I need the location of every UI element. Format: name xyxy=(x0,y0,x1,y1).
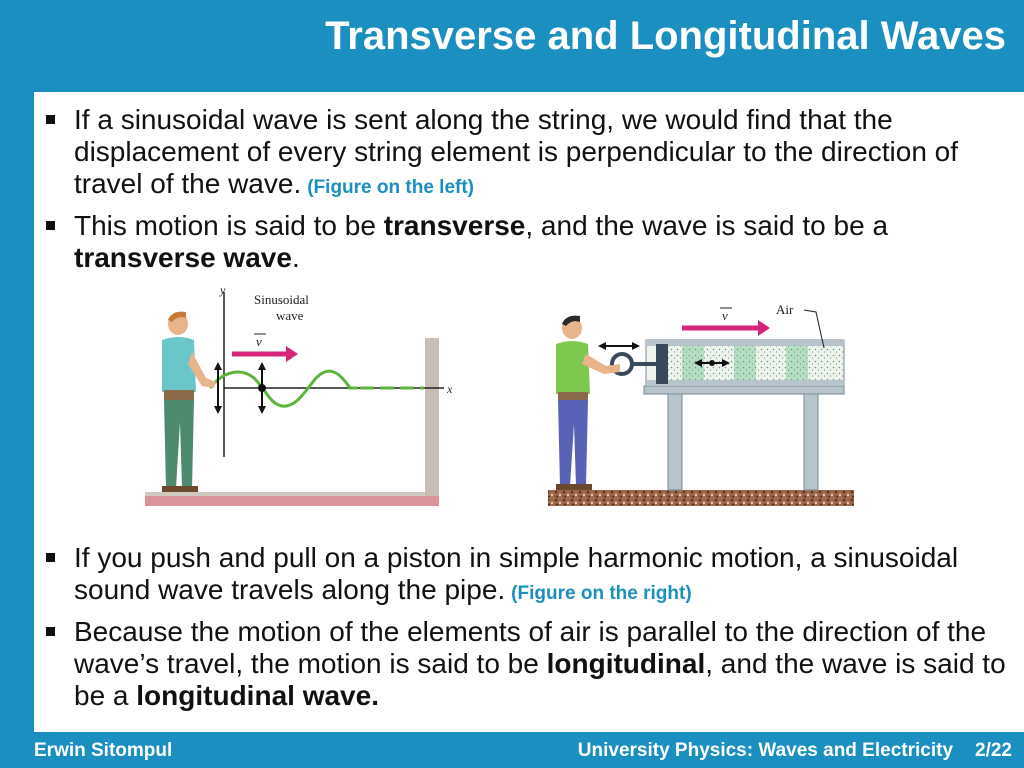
table-leg xyxy=(804,394,818,490)
piston xyxy=(656,344,668,384)
belt xyxy=(558,392,588,400)
shoe xyxy=(162,486,180,492)
term-longitudinal-wave: longitudinal wave. xyxy=(136,680,379,711)
shoe xyxy=(556,484,574,490)
velocity-arrowhead-icon xyxy=(758,320,770,336)
string-element-dot xyxy=(258,384,266,392)
wall xyxy=(425,338,439,496)
y-axis-label: y xyxy=(220,283,226,297)
slide-title: Transverse and Longitudinal Waves xyxy=(325,14,1006,58)
bullet-square-icon xyxy=(46,115,55,124)
slide-content xyxy=(34,92,1024,732)
footer-right xyxy=(578,740,1012,762)
bullet-square-icon xyxy=(46,221,55,230)
term-transverse-wave: transverse wave xyxy=(74,242,292,273)
pants xyxy=(558,400,588,486)
velocity-label: v xyxy=(722,308,728,323)
pipe-top-wall xyxy=(646,340,844,346)
footer-page-number: 2/22 xyxy=(975,740,1012,761)
footer-author: Erwin Sitompul xyxy=(34,740,173,761)
shoe xyxy=(574,484,592,490)
sinusoidal-label-line2: wave xyxy=(276,308,304,323)
pants xyxy=(164,400,194,488)
air-particles xyxy=(656,346,844,380)
air-element-dot xyxy=(709,360,715,366)
arrowhead-down-icon xyxy=(214,406,222,414)
figure-reference: (Figure on the left) xyxy=(307,177,474,198)
bullet-transverse-description: If a sinusoidal wave is sent along the string, we would find that the displacement of every string element is perpendicular to the direction of travel of the wave. (Figure on the left) xyxy=(34,104,1024,204)
top-bullet-list xyxy=(34,104,1024,280)
arrowhead-right-icon xyxy=(632,342,640,350)
footer-course: University Physics: Waves and Electricity xyxy=(577,740,954,761)
longitudinal-wave-figure xyxy=(548,302,854,506)
arrowhead-left-icon xyxy=(598,342,606,350)
bullet-square-icon xyxy=(46,627,55,636)
figures-area xyxy=(34,282,1024,522)
bullet-longitudinal-description: If you push and pull on a piston in simple harmonic motion, a sinusoidal sound wave travels along the pipe. (Figure on the right) xyxy=(34,542,1024,610)
sinusoidal-label-line1: Sinusoidal xyxy=(254,292,309,307)
velocity-arrowhead-icon xyxy=(286,346,298,362)
pipe-bottom-wall xyxy=(646,380,844,386)
floor-strip xyxy=(145,496,439,506)
arrowhead-up-icon xyxy=(214,362,222,370)
ground-texture xyxy=(548,490,854,506)
wave-figures xyxy=(34,282,1024,522)
floor-shadow xyxy=(145,492,439,496)
shoe xyxy=(180,486,198,492)
term-longitudinal: longitudinal xyxy=(546,648,706,679)
person-left xyxy=(162,312,216,492)
transverse-wave-figure xyxy=(145,283,453,506)
person-right xyxy=(556,316,620,490)
arrowhead-down-icon xyxy=(258,406,266,414)
bottom-bullet-list xyxy=(34,542,1024,718)
x-axis-label: x xyxy=(447,382,453,396)
velocity-label: v xyxy=(256,334,262,349)
belt xyxy=(164,390,194,400)
bullet-square-icon xyxy=(46,553,55,562)
shirt xyxy=(556,341,590,394)
table-leg xyxy=(668,394,682,490)
bullet-transverse-definition: This motion is said to be transverse, and the wave is said to be a transverse wave. xyxy=(34,210,1024,274)
figure-reference: (Figure on the right) xyxy=(511,583,692,604)
term-transverse: transverse xyxy=(383,210,526,241)
table-top xyxy=(644,386,844,394)
bullet-longitudinal-definition: Because the motion of the elements of air is parallel to the direction of the wave’s travel, the motion is said to be longitudinal, and the wave is said to be a longitudinal wave. xyxy=(34,616,1024,712)
arrowhead-up-icon xyxy=(258,362,266,370)
air-label: Air xyxy=(776,302,794,317)
